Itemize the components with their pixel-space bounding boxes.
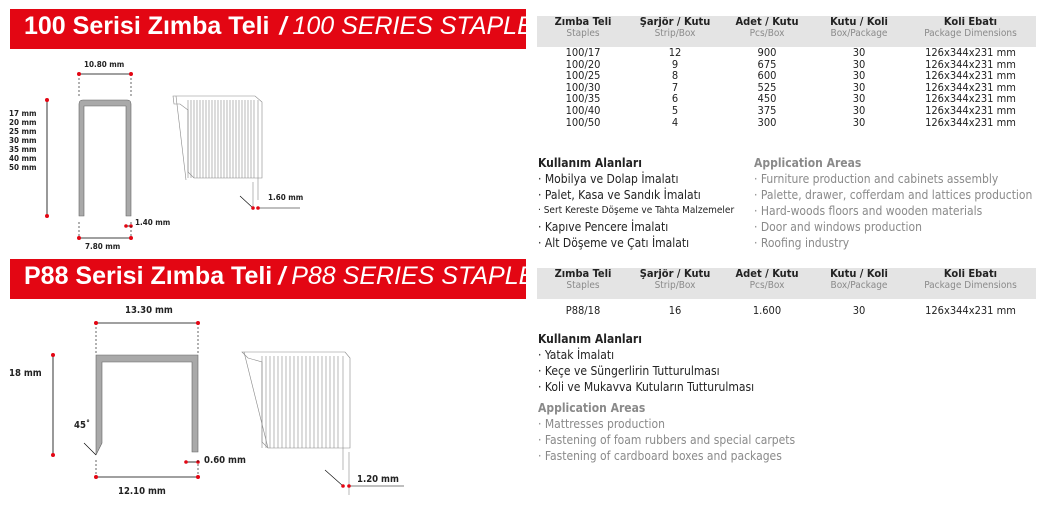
cell: 9 <box>671 57 679 71</box>
dim-p88-wire: 0.60 mm <box>204 455 246 466</box>
list-item: · Roofing industry <box>754 235 1032 251</box>
cell: 30 <box>852 115 866 129</box>
length-item: 50 mm <box>9 163 37 172</box>
cell: P88/18 <box>565 304 601 318</box>
table-row <box>537 299 1036 323</box>
col-header: Zımba Teli Staples <box>554 267 612 291</box>
list-item: · Koli ve Mukavva Kutuların Tutturulması <box>538 379 754 395</box>
uses-tr-list-p88 <box>538 347 754 395</box>
cell: 7 <box>671 80 679 94</box>
table-header-row <box>537 268 1036 299</box>
list-item: · Mobilya ve Dolap İmalatı <box>538 171 734 187</box>
table-row <box>537 47 1036 59</box>
list-item: · Door and windows production <box>754 219 1032 235</box>
list-item: · Kapıve Pencere İmalatı <box>538 219 734 235</box>
cell: 126x344x231 mm <box>925 115 1016 129</box>
list-item: · Fastening of cardboard boxes and packages <box>538 448 795 464</box>
section2-title-tr: P88 Serisi Zımba Teli <box>24 261 273 290</box>
list-item: · Palette, drawer, cofferdam and lattices production <box>754 187 1032 203</box>
cell: 8 <box>671 69 679 83</box>
table-header-row <box>537 16 1036 47</box>
cell: 30 <box>852 57 866 71</box>
staple-p88-diagram <box>51 321 200 479</box>
cell: 30 <box>852 304 866 318</box>
cell: 300 <box>757 115 777 129</box>
cell: 450 <box>757 92 777 106</box>
cell: 100/35 <box>565 92 601 106</box>
cell: 4 <box>671 115 679 129</box>
cell: 126x344x231 mm <box>925 103 1016 117</box>
length-item: 25 mm <box>9 127 37 136</box>
col-header: Adet / Kutu Pcs/Box <box>735 267 799 291</box>
dim-p88-inner: 12.10 mm <box>118 486 166 497</box>
col-header: Şarjör / Kutu Strip/Box <box>639 15 711 39</box>
list-item: · Keçe ve Süngerlirin Tutturulması <box>538 363 754 379</box>
col-header: Kutu / Koli Box/Package <box>830 15 888 39</box>
list-item: · Palet, Kasa ve Sandık İmalatı <box>538 187 734 203</box>
section1-title-tr: 100 Serisi Zımba Teli <box>24 11 270 40</box>
cell: 30 <box>852 103 866 117</box>
col-header: Zımba Teli Staples <box>554 15 612 39</box>
section2-title-en: P88 SERIES STAPLES <box>291 261 552 290</box>
cell: 1.600 <box>752 304 782 318</box>
length-item: 35 mm <box>9 145 37 154</box>
cell: 525 <box>757 80 777 94</box>
cell: 675 <box>757 57 777 71</box>
spec-table-p88 <box>537 268 1036 323</box>
dim-p88-width: 13.30 mm <box>125 305 173 316</box>
dim-100-inner: 7.80 mm <box>85 242 121 251</box>
cell: 100/50 <box>565 115 601 129</box>
table-row <box>537 105 1036 117</box>
section1-title-en: 100 SERIES STAPLES <box>292 11 551 40</box>
cell: 100/25 <box>565 69 601 83</box>
cell: 126x344x231 mm <box>925 304 1016 318</box>
staple-100-diagram <box>45 72 133 240</box>
cell: 100/20 <box>565 57 601 71</box>
cell: 126x344x231 mm <box>925 69 1016 83</box>
col-header: Kutu / Koli Box/Package <box>830 267 888 291</box>
col-header: Adet / Kutu Pcs/Box <box>735 15 799 39</box>
col-header: Şarjör / Kutu Strip/Box <box>639 267 711 291</box>
list-item: · Hard-woods floors and wooden materials <box>754 203 1032 219</box>
uses-tr-title-p88: Kullanım Alanları <box>538 332 642 346</box>
cell: 5 <box>671 103 679 117</box>
cell: 900 <box>757 46 777 59</box>
dim-100-thickness: 1.60 mm <box>268 193 304 202</box>
dim-p88-angle: 45˚ <box>74 420 91 431</box>
cell: 30 <box>852 46 866 59</box>
dim-100-width: 10.80 mm <box>84 60 125 69</box>
cell: 375 <box>757 103 777 117</box>
cell: 100/30 <box>565 80 601 94</box>
dim-100-lengths <box>9 109 37 172</box>
section1-title-separator: / <box>279 11 287 40</box>
list-item: · Furniture production and cabinets assembly <box>754 171 1032 187</box>
dim-p88-thickness: 1.20 mm <box>357 474 399 485</box>
col-header: Koli Ebatı Package Dimensions <box>924 267 1017 291</box>
cell: 16 <box>668 304 682 318</box>
table-row <box>537 117 1036 129</box>
list-item: · Mattresses production <box>538 416 795 432</box>
length-item: 17 mm <box>9 109 37 118</box>
uses-en-title-p88: Application Areas <box>538 401 646 415</box>
cell: 126x344x231 mm <box>925 80 1016 94</box>
cell: 126x344x231 mm <box>925 46 1016 59</box>
dim-100-wire: 1.40 mm <box>135 218 171 227</box>
cell: 6 <box>671 92 679 106</box>
uses-en-list-p88 <box>538 416 795 464</box>
length-item: 40 mm <box>9 154 37 163</box>
uses-en-title-100: Application Areas <box>754 156 862 170</box>
cell: 100/17 <box>565 46 601 59</box>
cell: 30 <box>852 69 866 83</box>
length-item: 20 mm <box>9 118 37 127</box>
col-header: Koli Ebatı Package Dimensions <box>924 15 1017 39</box>
cell: 126x344x231 mm <box>925 92 1016 106</box>
cell: 126x344x231 mm <box>925 57 1016 71</box>
list-item: · Yatak İmalatı <box>538 347 754 363</box>
cell: 30 <box>852 80 866 94</box>
list-item: · Sert Kereste Döşeme ve Tahta Malzemeler <box>538 203 734 219</box>
cell: 30 <box>852 92 866 106</box>
dim-p88-height: 18 mm <box>9 368 42 379</box>
uses-en-list-100 <box>754 171 1032 251</box>
spec-table-100 <box>537 16 1036 128</box>
uses-tr-title-100: Kullanım Alanları <box>538 156 642 170</box>
cell: 600 <box>757 69 777 83</box>
section2-title-separator: / <box>278 261 286 290</box>
list-item: · Fastening of foam rubbers and special carpets <box>538 432 795 448</box>
length-item: 30 mm <box>9 136 37 145</box>
cell: 100/40 <box>565 103 601 117</box>
uses-tr-list-100 <box>538 171 734 251</box>
list-item: · Alt Döşeme ve Çatı İmalatı <box>538 235 734 251</box>
cell: 12 <box>668 46 682 59</box>
